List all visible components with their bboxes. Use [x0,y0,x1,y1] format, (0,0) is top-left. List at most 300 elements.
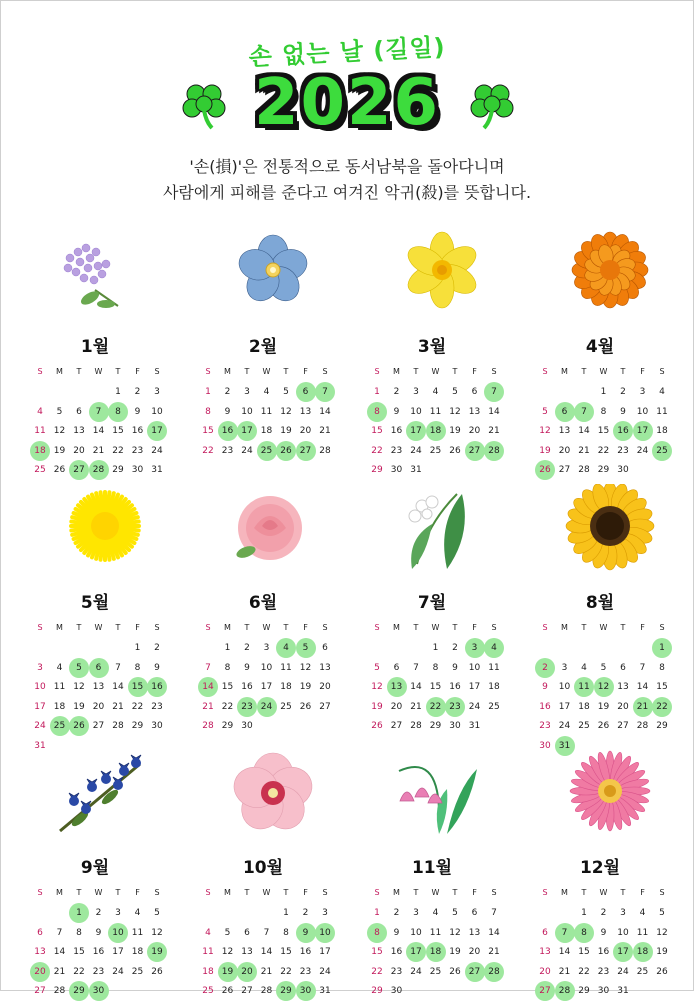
calendar-day: 27 [390,721,403,731]
auspicious-day: 2 [535,658,555,678]
calendar-day: 12 [73,682,85,692]
calendar-day: 20 [617,701,629,712]
calendar-day: 15 [112,426,124,436]
auspicious-day: 27 [465,962,485,982]
calendar-day: 10 [558,682,571,692]
calendar-day: 1 [205,387,211,397]
calendar-day: 13 [468,927,481,938]
calendar-day: 3 [639,387,646,397]
auspicious-day: 28 [484,441,504,461]
calendar-day: 3 [263,643,270,653]
calendar-day: 6 [76,406,82,417]
weekday-label: T [244,623,250,632]
calendar-day: 9 [542,682,548,692]
calendar-day: 17 [260,682,273,692]
calendar-day: 17 [112,947,124,957]
weekday-label: W [431,888,440,897]
auspicious-day: 18 [633,942,653,962]
calendar-day: 10 [260,662,273,673]
calendar-day: 29 [371,465,383,475]
calendar-day: 20 [92,701,105,712]
auspicious-day: 17 [406,942,426,962]
dandelion-icon [40,484,170,574]
calendar-day: 22 [597,445,610,456]
auspicious-day: 20 [30,962,50,982]
calendar-day: 22 [280,966,292,977]
calendar-day: 22 [73,966,85,977]
calendar-day: 9 [393,406,400,417]
auspicious-day: 16 [613,421,633,441]
auspicious-day: 30 [89,981,109,1001]
calendar-day: 10 [34,682,46,692]
auspicious-day: 12 [594,677,614,697]
weekday-label: T [115,623,121,632]
calendar-day: 13 [241,947,253,957]
calendar-day: 20 [539,966,551,977]
calendar-day: 6 [471,908,478,918]
weekday-label: M [56,367,63,376]
calendar-day: 16 [390,426,403,436]
weekday-label: F [472,367,477,376]
calendar-day: 23 [151,701,163,712]
auspicious-day: 26 [276,441,296,461]
auspicious-day: 7 [315,382,335,402]
weekday-label: T [76,623,82,632]
calendar-day: 29 [578,986,590,996]
calendar-day: 13 [73,426,85,436]
calendar-day: 24 [319,966,331,977]
calendar-day: 26 [53,465,66,475]
calendar-day: 11 [429,927,442,938]
auspicious-day: 27 [296,441,316,461]
calendar-day: 30 [539,740,551,751]
calendar-day: 28 [319,445,331,456]
calendar-day: 1 [115,387,121,397]
weekday-label: T [452,888,458,897]
auspicious-day: 27 [535,981,555,1001]
calendar-day: 1 [432,643,439,653]
year-title: 2026 [253,66,441,140]
calendar-day: 23 [539,721,551,731]
weekday-label: S [205,888,211,897]
calendar-day: 15 [656,682,668,692]
calendar-day: 21 [319,426,331,436]
calendar-day: 12 [371,682,383,692]
calendar-day: 22 [371,445,383,456]
calendar-day: 4 [263,387,270,397]
calendar-day: 26 [299,701,312,712]
calendar-day: 3 [115,908,121,918]
auspicious-day: 15 [128,677,148,697]
weekday-label: W [431,367,440,376]
calendar-day: 12 [449,406,461,417]
weekday-label: M [561,367,568,376]
calendar-day: 28 [260,986,273,996]
calendar-day: 25 [636,966,649,977]
calendar-day: 31 [410,465,422,475]
calendar-day: 23 [92,966,105,977]
calendar-day: 7 [56,927,63,938]
calendar-day: 21 [488,947,500,957]
calendar-day: 19 [656,947,668,957]
auspicious-day: 8 [574,923,594,943]
calendar-day: 20 [73,445,85,456]
auspicious-day: 10 [108,923,128,943]
auspicious-day: 3 [465,638,485,658]
calendar-day: 25 [429,445,442,456]
calendar-day: 8 [205,406,211,417]
calendar-day: 2 [620,387,626,397]
auspicious-day: 27 [69,460,89,480]
calendar-day: 6 [322,643,328,653]
calendar-day: 7 [263,927,270,938]
calendar-day: 7 [639,662,646,673]
weekday-label: S [374,888,380,897]
calendar-day: 16 [539,701,551,712]
calendar-day: 29 [112,465,124,475]
calendar-day: 27 [34,986,46,996]
marigold-icon [545,228,675,318]
weekday-label: M [224,888,231,897]
weekday-label: S [374,623,380,632]
calendar-day: 15 [429,682,442,692]
calendar-day: 19 [539,445,551,456]
weekday-label: S [659,888,665,897]
calendar-day: 4 [56,662,63,673]
weekday-label: S [659,367,665,376]
bellflower-icon [377,749,507,839]
calendar-day: 12 [221,947,234,957]
calendar-day: 9 [393,927,400,938]
calendar-day: 21 [260,966,273,977]
calendar-day: 12 [539,426,551,436]
calendar-day: 11 [636,927,649,938]
calendar-day: 8 [600,406,607,417]
calendar-day: 7 [413,662,419,673]
daffodil-icon [377,228,507,318]
lily-of-the-valley-icon [377,484,507,574]
calendar-day: 30 [449,721,461,731]
calendar-day: 14 [558,947,571,957]
calendar-day: 14 [92,426,105,436]
weekday-label: T [413,888,419,897]
auspicious-day: 1 [69,903,89,923]
calendar-day: 1 [374,908,380,918]
auspicious-day: 18 [30,441,50,461]
lilac-icon [40,228,170,318]
calendar-day: 2 [95,908,102,918]
weekday-label: S [374,367,380,376]
calendar-day: 30 [131,465,144,475]
calendar-day: 3 [37,662,43,673]
calendar-day: 17 [558,701,571,712]
calendar-day: 1 [134,643,141,653]
calendar-day: 21 [112,701,124,712]
calendar-day: 4 [134,908,141,918]
calendar-day: 23 [617,445,629,456]
auspicious-day: 16 [147,677,167,697]
calendar-day: 18 [131,947,144,957]
calendar-day: 3 [413,908,419,918]
auspicious-day: 22 [652,697,672,717]
calendar-day: 20 [558,445,571,456]
calendar-day: 20 [468,947,481,957]
auspicious-day: 5 [296,638,316,658]
weekday-label: S [542,623,548,632]
calendar-day: 24 [34,721,46,731]
calendar-day: 16 [131,426,144,436]
auspicious-day: 28 [555,981,575,1001]
auspicious-day: 13 [387,677,407,697]
calendar-day: 19 [449,947,461,957]
calendar-day: 14 [488,406,500,417]
calendar-day: 25 [34,465,46,475]
calendar-day: 29 [221,721,234,731]
calendar-day: 28 [636,721,649,731]
calendar-day: 6 [471,387,478,397]
calendar-day: 15 [371,426,383,436]
calendar-day: 16 [597,947,610,957]
auspicious-day: 7 [484,382,504,402]
calendar-day: 25 [202,986,214,996]
auspicious-day: 28 [484,962,504,982]
calendar-day: 21 [410,701,422,712]
calendar-day: 24 [617,966,629,977]
auspicious-day: 6 [555,402,575,422]
calendar-day: 25 [429,966,442,977]
weekday-label: F [135,367,140,376]
weekday-label: M [56,888,63,897]
auspicious-day: 17 [633,421,653,441]
weekday-label: M [393,367,400,376]
calendar-day: 5 [374,662,380,673]
calendar-day: 2 [393,387,400,397]
weekday-label: M [561,888,568,897]
calendar-day: 7 [205,662,211,673]
weekday-label: W [94,367,103,376]
calendar-day: 24 [468,701,481,712]
weekday-label: S [205,367,211,376]
weekday-label: T [283,888,289,897]
auspicious-day: 22 [426,697,446,717]
calendar-day: 11 [488,662,500,673]
rose-icon [208,484,338,574]
weekday-label: S [542,367,548,376]
weekday-label: T [283,623,289,632]
calendar-day: 25 [131,966,144,977]
calendar-day: 22 [131,701,144,712]
calendar-day: 25 [280,701,292,712]
calendar-day: 10 [617,927,629,938]
auspicious-day: 24 [257,697,277,717]
weekday-label: T [620,888,626,897]
calendar-day: 13 [617,682,629,692]
calendar-day: 13 [299,406,312,417]
auspicious-day: 17 [406,421,426,441]
weekday-label: T [115,367,121,376]
auspicious-day: 23 [237,697,257,717]
calendar-day: 16 [299,947,312,957]
weekday-label: F [135,623,140,632]
calendar-day: 27 [241,986,253,996]
calendar-day: 5 [600,662,607,673]
calendar-day: 24 [241,445,253,456]
calendar-day: 9 [134,406,141,417]
weekday-label: W [94,888,103,897]
calendar-day: 11 [34,426,46,436]
month-title: 6월 [248,593,278,613]
calendar-day: 29 [597,465,610,475]
calendar-day: 15 [73,947,85,957]
weekday-label: F [303,623,308,632]
month-title: 8월 [585,593,615,613]
auspicious-day: 21 [633,697,653,717]
auspicious-day: 8 [367,923,387,943]
month-title: 12월 [579,858,621,878]
calendar-day: 14 [636,682,649,692]
month-title: 3월 [417,337,447,357]
calendar-day: 3 [322,908,328,918]
weekday-label: S [491,367,497,376]
auspicious-day: 7 [89,402,109,422]
auspicious-day: 20 [237,962,257,982]
calendar-day: 21 [202,701,214,712]
weekday-label: M [224,623,231,632]
calendar-day: 6 [244,927,250,938]
calendar-day: 18 [488,682,500,692]
auspicious-day: 28 [89,460,109,480]
calendar-day: 13 [558,426,571,436]
calendar-day: 14 [410,682,422,692]
calendar-day: 11 [260,406,273,417]
weekday-label: S [491,888,497,897]
calendar-day: 5 [542,406,548,417]
calendar-day: 10 [636,406,649,417]
auspicious-day: 29 [69,981,89,1001]
calendar-day: 1 [224,643,231,653]
calendar-day: 12 [299,662,312,673]
calendar-day: 12 [449,927,461,938]
weekday-label: T [413,367,419,376]
calendar-day: 8 [283,927,289,938]
calendar-day: 21 [578,445,590,456]
gentian-icon [40,749,170,839]
weekday-label: W [599,888,608,897]
auspicious-day: 11 [574,677,594,697]
calendar-day: 28 [202,721,214,731]
calendar-day: 2 [224,387,231,397]
calendar-day: 30 [390,986,403,996]
calendar-day: 20 [319,682,331,692]
calendar-day: 22 [112,445,124,456]
month-title: 2월 [248,337,278,357]
weekday-label: F [640,623,645,632]
auspicious-day: 31 [555,736,575,756]
calendar-day: 31 [468,721,481,731]
weekday-label: F [472,888,477,897]
weekday-label: F [640,367,645,376]
sunflower-icon [545,484,675,574]
calendar-day: 25 [488,701,500,712]
month-title: 11월 [411,858,453,878]
auspicious-day: 17 [613,942,633,962]
calendar-day: 3 [154,387,160,397]
calendar-day: 5 [452,387,458,397]
calendar-day: 30 [151,721,163,731]
calendar-day: 2 [154,643,160,653]
weekday-label: W [599,367,608,376]
weekday-label: W [262,367,271,376]
auspicious-day: 27 [465,441,485,461]
calendar-day: 5 [659,908,665,918]
calendar-day: 16 [390,947,403,957]
calendar-day: 6 [37,927,43,938]
calendar-day: 1 [600,387,607,397]
calendar-day: 30 [617,465,629,475]
auspicious-day: 9 [296,923,316,943]
auspicious-day: 6 [89,658,109,678]
calendar-day: 19 [73,701,85,712]
weekday-label: M [56,623,63,632]
calendar-day: 2 [393,908,400,918]
calendar-day: 27 [617,721,629,731]
calendar-day: 8 [134,662,141,673]
calendar-day: 28 [53,986,66,996]
weekday-label: M [224,367,231,376]
calendar-day: 24 [410,966,422,977]
calendar-day: 4 [581,662,587,673]
calendar-day: 13 [539,947,551,957]
calendar-day: 11 [53,682,66,692]
calendar-day: 3 [561,662,568,673]
weekday-label: S [659,623,665,632]
calendar-day: 14 [488,927,500,938]
calendar-day: 17 [468,682,481,692]
weekday-label: F [303,888,308,897]
weekday-label: S [154,367,160,376]
weekday-label: T [581,367,587,376]
auspicious-day: 4 [276,638,296,658]
calendar-day: 24 [558,721,571,731]
calendar-day: 13 [34,947,46,957]
calendar-day: 14 [53,947,66,957]
calendar-day: 29 [656,721,668,731]
weekday-label: W [599,623,608,632]
calendar-day: 11 [131,927,144,938]
weekday-label: S [491,623,497,632]
calendar-day: 11 [202,947,214,957]
calendar-day: 14 [578,426,590,436]
calendar-day: 18 [202,966,214,977]
weekday-label: S [37,623,43,632]
calendar-day: 15 [280,947,292,957]
calendar-day: 9 [452,662,458,673]
weekday-label: T [620,367,626,376]
weekday-label: F [640,888,645,897]
calendar-day: 13 [92,682,105,692]
calendar-day: 23 [221,445,234,456]
calendar-day: 2 [134,387,141,397]
calendar-day: 26 [449,445,461,456]
calendar-day: 8 [659,662,665,673]
auspicious-day: 29 [276,981,296,1001]
weekday-label: T [244,888,250,897]
calendar-day: 10 [151,406,163,417]
auspicious-day: 18 [426,421,446,441]
calendar-day: 11 [656,406,668,417]
calendar-day: 2 [302,908,309,918]
calendar-day: 19 [53,445,66,456]
